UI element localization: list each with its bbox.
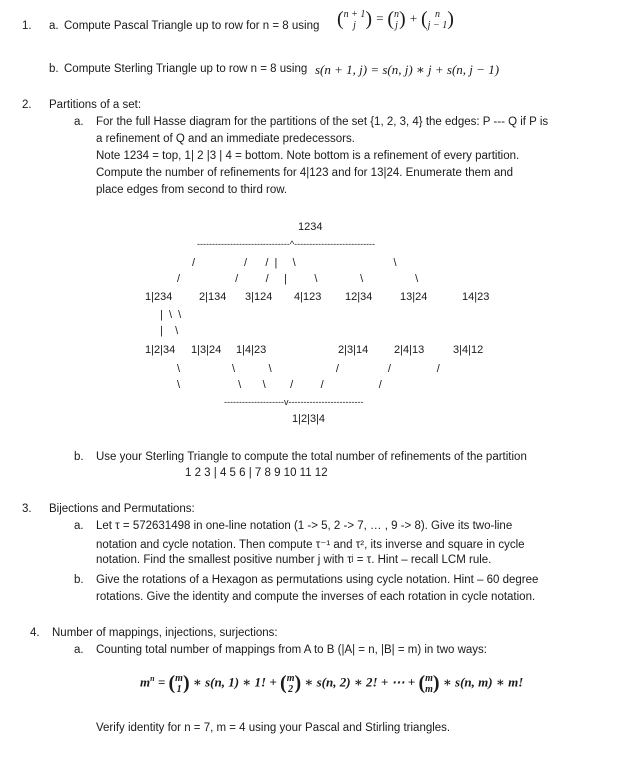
q2a-line-1: For the full Hasse diagram for the partitions of the set {1, 2, 3, 4} the edges: P --- Q if P is xyxy=(96,116,549,128)
mappings-identity: $m^n = (m$ 1) ∗ s(n, 1) ∗ 1! + (m 2) ∗ s(n, 2) ∗ 2! + ⋯ + (m m) ∗ s(n, m) ∗ m! xyxy=(140,672,524,695)
hasse-slashes-4: \ \ \ / / / xyxy=(177,379,382,391)
q1b-label: b. xyxy=(49,63,59,75)
q2a-line-3: Note 1234 = top, 1| 2 |3 | 4 = bottom. Note bottom is a refinement of every partition. xyxy=(96,150,520,162)
q3-number: 3. xyxy=(22,503,32,515)
hasse-row3-item: 2|3|14 xyxy=(338,344,369,356)
q2-number: 2. xyxy=(22,99,32,111)
hasse-dash-top: -------------------------------^--------------------------- xyxy=(197,239,376,249)
q3b-line-1: Give the rotations of a Hexagon as permutations using cycle notation. Hint – 60 degree xyxy=(96,574,539,586)
hasse-top: 1234 xyxy=(298,221,323,233)
hasse-bottom: 1|2|3|4 xyxy=(292,413,326,425)
q2a-line-5: place edges from second to third row. xyxy=(96,184,288,196)
hasse-slashes-1: / / / | \ \ xyxy=(192,257,397,269)
q1-number: 1. xyxy=(22,20,32,32)
hasse-row2-item: 4|123 xyxy=(294,291,322,303)
hasse-row3-item: 2|4|13 xyxy=(394,344,425,356)
hasse-row3-item: 1|3|24 xyxy=(191,344,222,356)
q2a-line-2: a refinement of Q and an immediate predecessors. xyxy=(96,133,355,145)
q3b-line-2: rotations. Give the identity and compute the inverses of each rotation in cycle notation. xyxy=(96,591,536,603)
hasse-slashes-3: \ \ \ / / / xyxy=(177,363,440,375)
q4-verify: Verify identity for n = 7, m = 4 using your Pascal and Stirling triangles. xyxy=(96,722,451,734)
q2b-line-1: Use your Sterling Triangle to compute the total number of refinements of the partition xyxy=(96,451,527,463)
hasse-row2-item: 1|234 xyxy=(145,291,173,303)
hasse-row3-item: 1|2|34 xyxy=(145,344,176,356)
q2-title: Partitions of a set: xyxy=(49,99,142,111)
q1a-label: a. xyxy=(49,20,59,32)
hasse-left-marks-1: | \ \ xyxy=(160,309,182,321)
q4-number: 4. xyxy=(30,627,40,639)
q4a-label: a. xyxy=(74,644,84,656)
q2b-line-2: 1 2 3 | 4 5 6 | 7 8 9 10 11 12 xyxy=(185,467,328,479)
hasse-row2-item: 12|34 xyxy=(345,291,373,303)
q3b-label: b. xyxy=(74,574,84,586)
q2a-label: a. xyxy=(74,116,84,128)
q1b-text: Compute Sterling Triangle up to row n = 8 using xyxy=(64,63,308,75)
hasse-row2-item: 13|24 xyxy=(400,291,428,303)
q3a-line-2: notation and cycle notation. Then compute τ⁻¹ and τ², its inverse and square in cycle xyxy=(96,539,525,551)
hasse-dash-bottom: --------------------v------------------------- xyxy=(224,397,364,407)
q3a-line-1: Let τ = 572631498 in one-line notation (1 -> 5, 2 -> 7, … , 9 -> 8). Give its two-line xyxy=(96,520,513,532)
q1a-text: Compute Pascal Triangle up to row for n = 8 using xyxy=(64,20,320,32)
q2a-line-4: Compute the number of refinements for 4|123 and for 13|24. Enumerate them and xyxy=(96,167,514,179)
hasse-row2-item: 14|23 xyxy=(462,291,490,303)
q2b-label: b. xyxy=(74,451,84,463)
q4-title: Number of mappings, injections, surjections: xyxy=(52,627,278,639)
q3a-line-3: notation. Find the smallest positive number j with τʲ = τ. Hint – recall LCM rule. xyxy=(96,554,492,566)
sterling-formula: s(n + 1, j) = s(n, j) ∗ j + s(n, j − 1) xyxy=(315,62,500,77)
q3a-label: a. xyxy=(74,520,84,532)
hasse-left-marks-2: | \ xyxy=(160,325,179,337)
hasse-slashes-2: / / / | \ \ \ xyxy=(177,273,419,285)
pascal-formula: (n + 1 j ) = (n j) + ( n j − 1) xyxy=(337,8,454,31)
hasse-row2-item: 2|134 xyxy=(199,291,227,303)
hasse-row2-item: 3|124 xyxy=(245,291,273,303)
q3-title: Bijections and Permutations: xyxy=(49,503,195,515)
hasse-row3-item: 1|4|23 xyxy=(236,344,267,356)
q4a-text: Counting total number of mappings from A to B (|A| = n, |B| = m) in two ways: xyxy=(96,644,487,656)
hasse-row3-item: 3|4|12 xyxy=(453,344,484,356)
